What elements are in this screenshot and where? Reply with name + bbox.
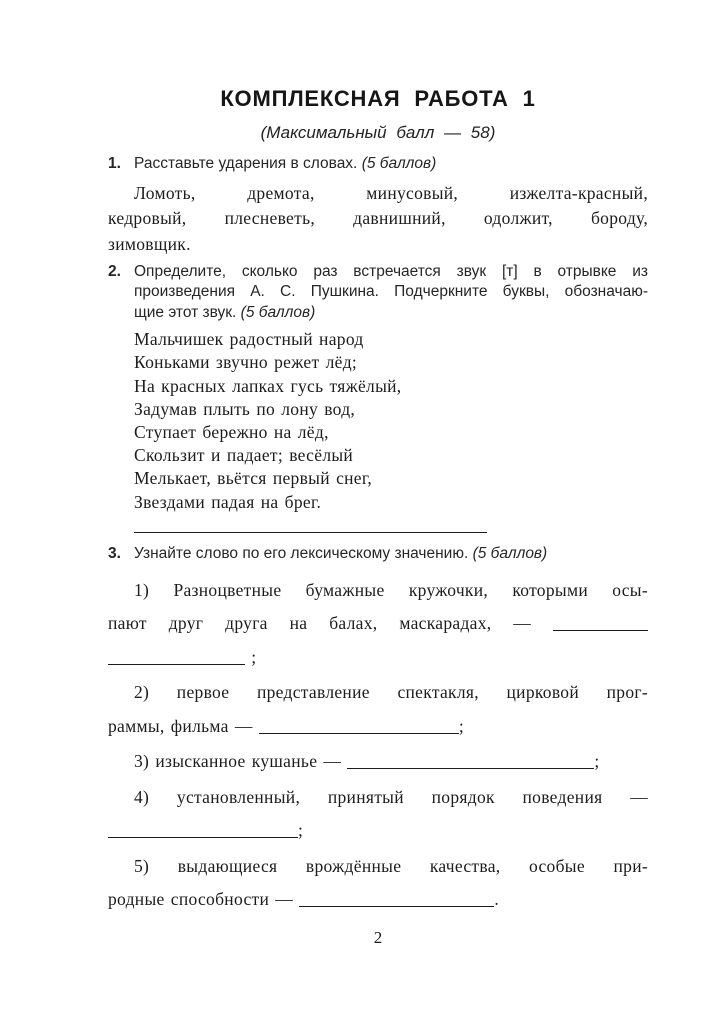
definition-item-4 (108, 781, 648, 848)
page-title: КОМПЛЕКСНАЯ РАБОТА 1 (220, 86, 536, 111)
answer-blank[interactable] (299, 891, 494, 908)
definition-line (108, 745, 648, 779)
answer-blank[interactable] (259, 717, 459, 734)
definition-item-1 (108, 574, 648, 675)
punctuation: ; (298, 820, 304, 841)
task-1-word-list (108, 181, 648, 257)
definition-item-5 (108, 850, 648, 917)
page-number: 2 (373, 928, 383, 947)
definition-line (108, 607, 648, 641)
definition-line (108, 814, 648, 848)
poem-line: Мелькает, вьётся первый снег, (134, 468, 373, 489)
definition-line-text: 3) изысканное кушанье — (134, 751, 342, 772)
task-3-number: 3. (108, 544, 121, 562)
punctuation: ; (458, 715, 465, 736)
poem-line (134, 491, 648, 537)
poem-line: На красных лапках гусь тяжёлый, (134, 375, 402, 396)
task-2-points: (5 баллов) (240, 303, 316, 321)
definition-line-text: раммы, фильма — (108, 715, 253, 736)
task-2-instruction-line: произведения А. С. Пушкина. Подчеркните буквы, обозначаю- (134, 283, 648, 301)
answer-blank[interactable] (134, 516, 487, 533)
poem-line: Коньками звучно режет лёд; (134, 352, 358, 373)
task-2-number: 2. (108, 262, 121, 280)
task-1-header (108, 153, 648, 175)
definition-line (108, 641, 648, 675)
task-2-instruction-line: Определите, сколько раз встречается звук [т] в отрывке из (134, 262, 648, 280)
answer-blank[interactable] (553, 615, 648, 632)
task-2-instruction-end: щие этот звук. (134, 303, 237, 321)
definition-item-3 (108, 745, 648, 779)
task-3-instruction: Узнайте слово по его лексическому значению. (134, 544, 469, 562)
words-line: зимовщик. (108, 233, 191, 254)
punctuation: . (494, 889, 499, 910)
definition-line: 1) Разноцветные бумажные кружочки, которыми осы- (134, 579, 648, 600)
page-content (108, 0, 648, 919)
punctuation: ; (594, 751, 600, 772)
definition-line-text: родные способности — (108, 889, 294, 910)
task-2-instruction-line (134, 303, 648, 323)
answer-blank[interactable] (108, 822, 298, 839)
poem-line: Скользит и падает; весёлый (134, 445, 354, 466)
poem-excerpt (108, 328, 648, 537)
poem-line: Задумав плыть по лону вод, (134, 398, 356, 419)
definition-line: 2) первое представление спектакля, цирковой прог- (134, 682, 648, 703)
poem-line: Ступает бережно на лёд, (134, 421, 329, 442)
task-1-points: (5 баллов) (361, 155, 437, 172)
words-line: Ломоть, дремота, минусовый, изжелта-красный, (134, 183, 648, 203)
definition-line (108, 710, 648, 744)
poem-line: Мальчишек радостный народ (134, 329, 364, 350)
punctuation: ; (251, 646, 257, 667)
task-2-header (108, 262, 648, 323)
definition-line: 5) выдающиеся врождённые качества, особые при- (134, 855, 648, 876)
definition-line: 4) установленный, принятый порядок поведения — (134, 786, 648, 807)
task-1-number: 1. (108, 155, 121, 172)
definition-line-text: пают друг друга на балах, маскарадах, — (108, 613, 532, 634)
task-3-definitions (108, 574, 648, 917)
definition-line (108, 883, 648, 917)
words-line: кедровый, плесневеть, давнишний, одолжит, бороду, (108, 208, 648, 229)
answer-blank[interactable] (347, 753, 594, 770)
task-1-instruction: Расставьте ударения в словах. (134, 155, 358, 172)
task-3-header (108, 543, 648, 565)
definition-item-2 (108, 676, 648, 743)
task-3-points: (5 баллов) (472, 544, 548, 562)
page-subtitle: (Максимальный балл — 58) (260, 123, 496, 142)
answer-blank[interactable] (108, 648, 245, 665)
poem-line-text: Звездами падая на брег. (134, 491, 322, 512)
